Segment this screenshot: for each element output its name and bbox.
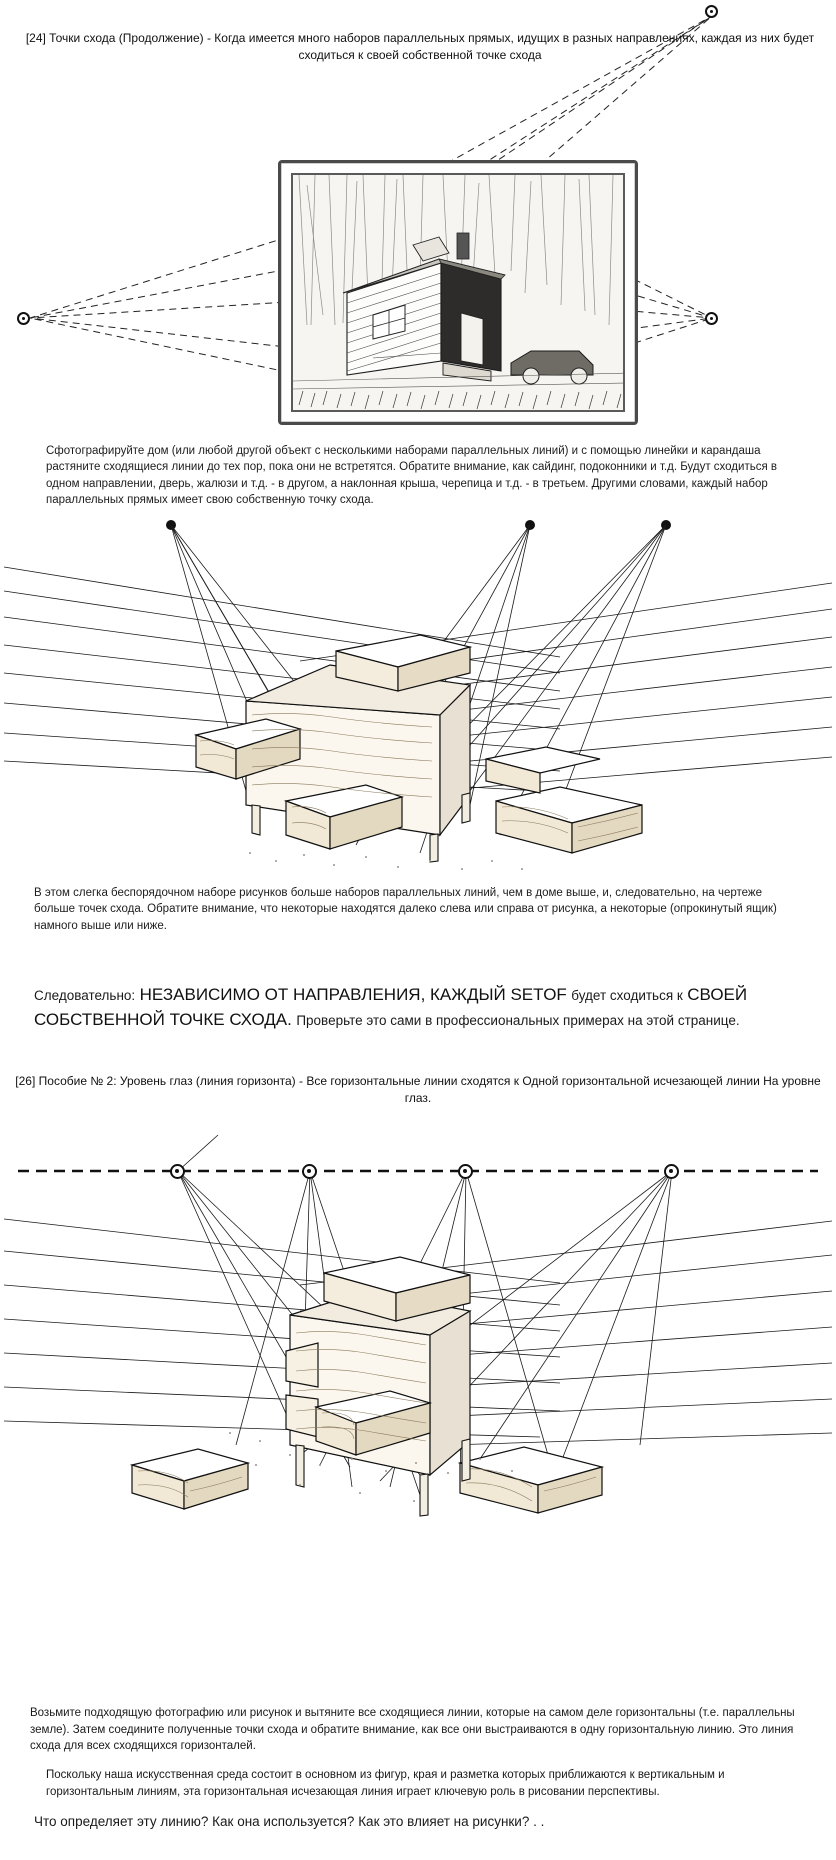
section-vanishing-points <box>0 0 836 505</box>
house-drawing <box>291 173 625 412</box>
vanishing-point-right <box>705 312 718 325</box>
section-eye-level <box>0 1065 836 1705</box>
conclusion-middle: будет сходиться к <box>571 988 683 1003</box>
horizon-vp-3 <box>458 1164 473 1179</box>
footer-paragraph-1: Возьмите подходящую фотографию или рисунок и вытяните все сходящиеся линии, которые на самом деле горизонтальны (т.е. параллельны земле). Затем соедините полученные точки схода и обратите внимание, как все они выстраиваются в одну горизонтальную линию. Это линия схода для всех сходящихся горизонталей. <box>30 1707 795 1753</box>
section-24-title: [24] Точки схода (Продолжение) - Когда имеется много наборов параллельных прямых, идущих в разных направлениях, каждая из них будет сходиться к своей собственной точке схода <box>25 31 815 63</box>
footer-paragraph-2: Поскольку наша искусственная среда состоит в основном из фигур, края и разметка которых приближаются к вертикальным и горизонтальным линиям, эта горизонтальная исчезающая линия играет ключевую роль в рисовании перспективы. <box>46 1769 725 1798</box>
section-25-caption: В этом слегка беспорядочном наборе рисунков больше наборов параллельных линий, чем в доме выше, и, следовательно, на чертеже больше точек схода. Обратите внимание, что некоторые находятся далеко слева или справа от рисунка, а некоторые (опрокинутый ящик) намного выше или ниже. <box>34 887 777 932</box>
section-26-title: [26] Пособие № 2: Уровень глаз (линия горизонта) - Все горизонтальные линии сходятся к Одной горизонтальной исчезающей линии На уровне глаз. <box>15 1074 821 1106</box>
section-dresser-many-vps <box>0 505 836 975</box>
eye-level-figure <box>0 1115 836 1695</box>
conclusion-emphasis-2: СВОЕЙ СОБСТВЕННОЙ ТОЧКЕ СХОДА. <box>34 985 748 1029</box>
section-24-caption: Сфотографируйте дом (или любой другой объект с несколькими наборами параллельных линий) и с помощью линейки и карандаша растяните сходящиеся линии до тех пор, пока они не встретятся. Обратите внимание, как сайдинг, подоконники и т.д. Будут сходиться в одном направлении, дверь, жалюзи и т.д. - в другом, а наклонная крыша, черепица и т.д. - в третьем. Другими словами, каждый набор параллельных прямых имеет свою собственную точку схода. <box>46 445 777 506</box>
horizon-vp-1 <box>170 1164 185 1179</box>
framed-house-photo <box>278 160 638 425</box>
vanishing-point-upper-right <box>705 5 718 18</box>
house-illustration <box>293 175 625 412</box>
conclusion-lead: Следовательно: <box>34 988 136 1003</box>
horizon-vp-2 <box>302 1164 317 1179</box>
conclusion-tail: Проверьте это сами в профессиональных примерах на этой странице. <box>296 1012 740 1028</box>
conclusion-block <box>0 975 836 1065</box>
horizon-vp-4 <box>664 1164 679 1179</box>
footer-text-block <box>0 1705 836 1860</box>
footer-paragraph-3: Что определяет эту линию? Как она используется? Как это влияет на рисунки? . . <box>34 1814 545 1830</box>
conclusion-emphasis: НЕЗАВИСИМО ОТ НАПРАВЛЕНИЯ, КАЖДЫЙ SETOF <box>139 985 567 1004</box>
vanishing-point-left <box>17 312 30 325</box>
dresser-convergence-figure <box>0 505 836 885</box>
conclusion-text <box>34 983 804 1032</box>
